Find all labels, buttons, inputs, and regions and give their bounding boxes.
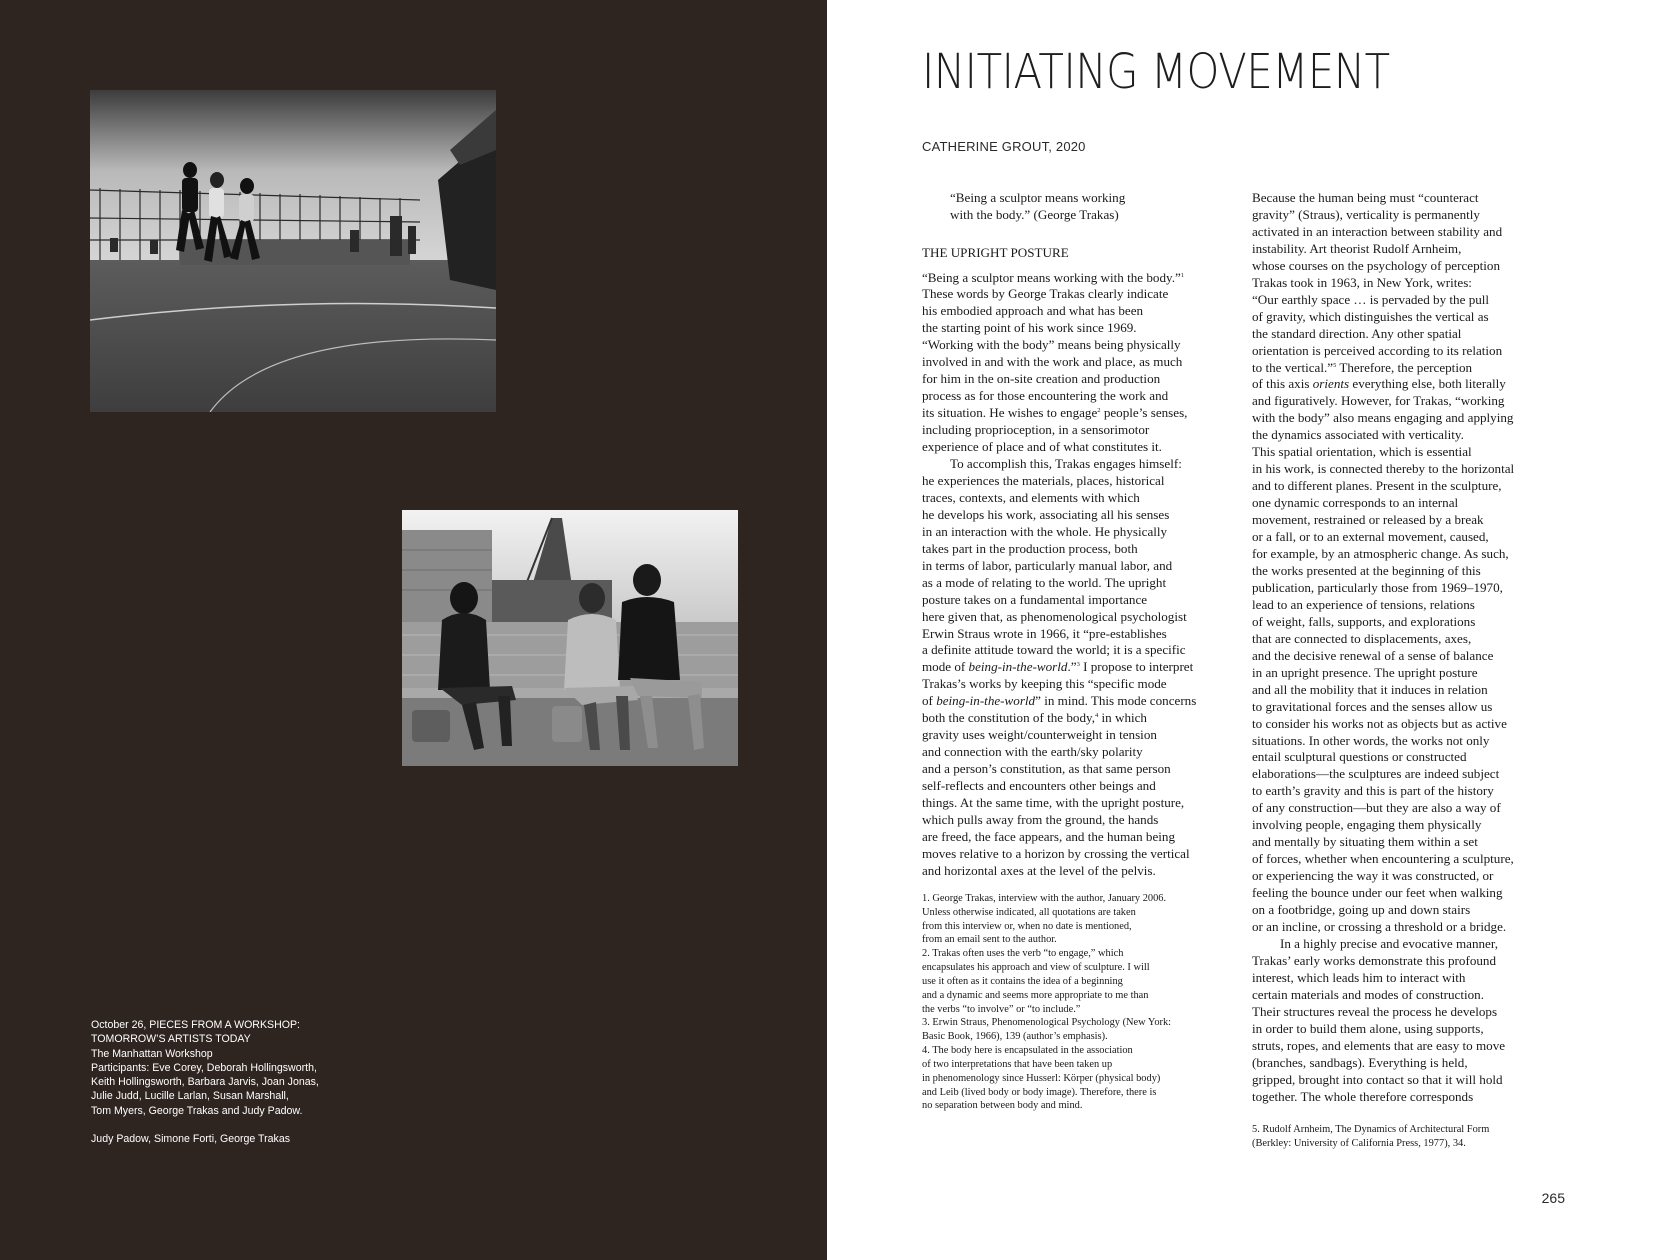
body-line: with the body” also means engaging and applying [1252, 410, 1514, 426]
body-line: entail sculptural questions or constructed [1252, 749, 1467, 765]
body-line: and all the mobility that it induces in relation [1252, 681, 1488, 697]
body-line: in terms of labor, particularly manual labor, and [922, 557, 1173, 573]
body-line: he develops his work, associating all his senses [922, 506, 1170, 522]
body-line: interest, which leads him to interact with [1252, 969, 1466, 985]
footnote-ref: 1 [1180, 271, 1185, 279]
epigraph-line: “Being a sculptor means working [950, 190, 1126, 205]
body-line: gravity” (Straus), verticality is permanently [1252, 206, 1480, 222]
essay-title: INITIATING MOVEMENT [922, 44, 1390, 100]
body-line-text: everything else, both literally [1349, 376, 1506, 392]
body-line: or a fall, or to an external movement, caused, [1252, 529, 1489, 545]
body-line: whose courses on the psychology of perception [1252, 257, 1500, 273]
footnote-line: 1. George Trakas, interview with the author, January 2006. [922, 892, 1167, 904]
body-line-text: ” in mind. This mode concerns [1035, 693, 1197, 709]
body-line: of any construction—but they are also a way of [1252, 800, 1501, 816]
body-line-text: of this axis [1252, 376, 1313, 392]
caption-workshop-name: The Manhattan Workshop [91, 1047, 213, 1060]
body-line: publication, particularly those from 1969–1970, [1252, 579, 1503, 595]
body-line [922, 270, 1234, 287]
body-line: certain materials and modes of construction. [1252, 986, 1484, 1002]
footnote-ref: 4 [1095, 712, 1099, 720]
body-line: his embodied approach and what has been [922, 303, 1144, 319]
body-line: things. At the same time, with the upright posture, [922, 795, 1185, 811]
body-line-text: of [922, 693, 937, 709]
body-line: in order to build them alone, using supports, [1252, 1020, 1484, 1036]
epigraph-line: with the body.” (George Trakas) [950, 206, 1119, 222]
caption-participants: Participants: Eve Corey, Deborah Hollingsworth, [91, 1061, 317, 1074]
body-line: and the decisive renewal of a sense of balance [1252, 647, 1494, 663]
caption-spacer [91, 1118, 381, 1132]
body-line: that are connected to displacements, axes, [1252, 630, 1472, 646]
body-line: of weight, falls, supports, and explorations [1252, 613, 1476, 629]
photo-caption [91, 1018, 381, 1146]
caption-event-title-cont: TOMORROW’S ARTISTS TODAY [91, 1033, 251, 1046]
body-text-left [922, 270, 1234, 880]
footnote-line: (Berkley: University of California Press, 1977), 34. [1252, 1138, 1466, 1150]
footnote-ref: 3 [1076, 661, 1080, 669]
epigraph [950, 190, 1234, 223]
body-line: including proprioception, in a sensorimotor [922, 422, 1150, 438]
footnote-line: use it often as it contains the idea of a beginning [922, 975, 1123, 987]
footnote-line: from this interview or, when no date is mentioned, [922, 920, 1132, 932]
body-line: gripped, brought into contact so that it will hold [1252, 1071, 1503, 1087]
body-line: involving people, engaging them physically [1252, 817, 1482, 833]
body-line: “Our earthly space … is pervaded by the pull [1252, 291, 1490, 307]
italic-term: being-in-the-world [968, 659, 1068, 675]
footnote-line: 4. The body here is encapsulated in the association [922, 1045, 1133, 1057]
body-line-text: both the constitution of the body, [922, 710, 1095, 726]
body-line: instability. Art theorist Rudolf Arnheim, [1252, 240, 1462, 256]
body-line [922, 710, 1234, 727]
body-text-right [1252, 190, 1564, 1105]
body-line: This spatial orientation, which is essential [1252, 444, 1472, 460]
body-line-text: its situation. He wishes to engage [922, 405, 1098, 421]
photo-dancers-on-pier-image [90, 90, 496, 412]
body-line: and figuratively. However, for Trakas, “working [1252, 393, 1505, 409]
body-line: self-reflects and encounters other beings and [922, 778, 1156, 794]
body-line: in his work, is connected thereby to the horizontal [1252, 461, 1515, 477]
body-line: gravity uses weight/counterweight in tension [922, 727, 1157, 743]
italic-term: being-in-the-world [936, 693, 1036, 709]
page-number: 265 [1541, 1190, 1565, 1206]
footnote-line: 5. Rudolf Arnheim, The Dynamics of Architectural Form [1252, 1124, 1490, 1136]
body-line: activated in an interaction between stability and [1252, 223, 1503, 239]
essay-author: CATHERINE GROUT, 2020 [922, 139, 1086, 154]
body-line: involved in and with the work and place, as much [922, 354, 1183, 370]
body-line: experience of place and of what constitutes it. [922, 439, 1162, 455]
body-line: a definite attitude toward the world; it is a specific [922, 642, 1186, 658]
body-line: “Working with the body” means being physically [922, 337, 1181, 353]
body-line-text: I propose to interpret [1079, 659, 1194, 675]
caption-participants-cont: Tom Myers, George Trakas and Judy Padow. [91, 1104, 303, 1117]
caption-participants-cont: Julie Judd, Lucille Larlan, Susan Marshall, [91, 1090, 289, 1103]
body-line [922, 405, 1234, 422]
body-line: and a person’s constitution, as that same person [922, 761, 1171, 777]
body-line: to earth’s gravity and this is part of the history [1252, 783, 1494, 799]
footnote-line: the verbs “to involve” or “to include.” [922, 1003, 1081, 1015]
body-line: In a highly precise and evocative manner, [1280, 935, 1498, 951]
body-line: posture takes on a fundamental importance [922, 591, 1148, 607]
body-line: the works presented at the beginning of this [1252, 562, 1481, 578]
caption-second-photo: Judy Padow, Simone Forti, George Trakas [91, 1133, 291, 1146]
footnote-line: Basic Book, 1966), 139 (author’s emphasis). [922, 1031, 1108, 1043]
body-line: feeling the bounce under our feet when walking [1252, 885, 1503, 901]
body-line: Trakas took in 1963, in New York, writes: [1252, 274, 1472, 290]
body-line: takes part in the production process, both [922, 540, 1138, 556]
body-line: Trakas’s works by keeping this “specific mode [922, 676, 1167, 692]
body-line [922, 659, 1234, 676]
body-line: and horizontal axes at the level of the pelvis. [922, 862, 1156, 878]
photo-three-people-seated-image [402, 510, 738, 766]
body-line: to gravitational forces and the senses allow us [1252, 698, 1493, 714]
body-line-text: “Being a sculptor means working with the body.” [922, 269, 1181, 285]
body-line: the standard direction. Any other spatial [1252, 325, 1462, 341]
body-line: lead to an experience of tensions, relations [1252, 596, 1475, 612]
body-line-text: .” [1067, 659, 1077, 675]
body-line: These words by George Trakas clearly indicate [922, 286, 1169, 302]
caption-event-date-title: October 26, PIECES FROM A WORKSHOP: [91, 1019, 300, 1031]
footnote-line: 3. Erwin Straus, Phenomenological Psychology (New York: [922, 1017, 1172, 1029]
footnote-line: in phenomenology since Husserl: Körper (physical body) [922, 1072, 1161, 1084]
body-line: orientation is perceived according to its relation [1252, 342, 1503, 358]
body-line [1252, 376, 1564, 393]
body-line: situations. In other words, the works not only [1252, 732, 1490, 748]
text-column-left [922, 190, 1234, 1113]
body-line: elaborations—the sculptures are indeed subject [1252, 766, 1500, 782]
body-line [1252, 360, 1564, 377]
body-line: moves relative to a horizon by crossing the vertical [922, 845, 1190, 861]
body-line: on a footbridge, going up and down stairs [1252, 902, 1471, 918]
body-line [922, 693, 1234, 710]
text-column-right [1252, 190, 1564, 1151]
body-line: he experiences the materials, places, historical [922, 472, 1165, 488]
body-line: the dynamics associated with verticality. [1252, 427, 1464, 443]
body-line-text: to the vertical.” [1252, 359, 1334, 375]
body-line: which pulls away from the ground, the hands [922, 812, 1159, 827]
body-line-text: people’s senses, [1100, 405, 1188, 421]
footnotes-right [1252, 1123, 1564, 1151]
body-line: are freed, the face appears, and the human being [922, 828, 1176, 844]
body-line: Because the human being must “counteract [1252, 190, 1479, 205]
body-line: and connection with the earth/sky polarity [922, 744, 1143, 760]
footnote-line: no separation between body and mind. [922, 1100, 1083, 1112]
body-line: in an interaction with the whole. He physically [922, 523, 1168, 539]
body-line: traces, contexts, and elements with which [922, 489, 1140, 505]
body-line: To accomplish this, Trakas engages himself: [950, 455, 1182, 471]
body-line: and to different planes. Present in the sculpture, [1252, 478, 1502, 494]
body-line: in an upright presence. The upright posture [1252, 664, 1478, 680]
body-line: Trakas’ early works demonstrate this profound [1252, 952, 1497, 968]
body-line: process as for those encountering the work and [922, 388, 1169, 404]
body-line: as a mode of relating to the world. The upright [922, 574, 1167, 590]
body-line-text: Therefore, the perception [1336, 359, 1473, 375]
footnote-line: of two interpretations that have been taken up [922, 1058, 1113, 1070]
footnote-ref: 5 [1333, 361, 1337, 369]
body-line: Their structures reveal the process he develops [1252, 1003, 1498, 1019]
body-line: Erwin Straus wrote in 1966, it “pre-establishes [922, 625, 1167, 641]
body-line: for him in the on-site creation and production [922, 371, 1161, 387]
body-line: for example, by an atmospheric change. As such, [1252, 546, 1509, 562]
body-line: or an incline, or crossing a threshold or a bridge. [1252, 918, 1507, 934]
body-line-text: mode of [922, 659, 969, 675]
footnote-line: and Leib (lived body or body image). Therefore, there is [922, 1086, 1157, 1098]
section-heading: THE UPRIGHT POSTURE [922, 245, 1069, 260]
body-line: of forces, whether when encountering a sculpture, [1252, 851, 1514, 867]
caption-participants-cont: Keith Hollingsworth, Barbara Jarvis, Joan Jonas, [91, 1076, 319, 1089]
body-line: together. The whole therefore corresponds [1252, 1088, 1474, 1104]
footnote-line: 2. Trakas often uses the verb “to engage,” which [922, 948, 1124, 960]
body-line: (branches, sandbags). Everything is held, [1252, 1054, 1468, 1070]
body-line: one dynamic corresponds to an internal [1252, 495, 1459, 511]
footnote-line: and a dynamic and seems more appropriate to me than [922, 989, 1149, 1001]
body-line: of gravity, which distinguishes the vertical as [1252, 308, 1489, 324]
body-line: to consider his works not as objects but as active [1252, 715, 1507, 731]
body-line: the starting point of his work since 1969. [922, 320, 1137, 336]
body-line: and mentally by situating them within a set [1252, 834, 1478, 850]
body-line: movement, restrained or released by a break [1252, 512, 1484, 528]
body-line-text: in which [1098, 710, 1147, 726]
body-line: struts, ropes, and elements that are easy to move [1252, 1037, 1506, 1053]
footnotes-left [922, 892, 1234, 1114]
footnote-ref: 2 [1097, 407, 1101, 415]
photo-three-people-seated [402, 510, 738, 766]
body-line: or experiencing the way it was constructed, or [1252, 868, 1494, 884]
footnote-line: Unless otherwise indicated, all quotations are taken [922, 906, 1136, 918]
body-line: here given that, as phenomenological psychologist [922, 608, 1187, 624]
footnote-line: encapsulates his approach and view of sculpture. I will [922, 962, 1150, 974]
footnote-line: from an email sent to the author. [922, 934, 1057, 946]
italic-term: orients [1312, 376, 1350, 392]
photo-dancers-on-pier [90, 90, 496, 412]
